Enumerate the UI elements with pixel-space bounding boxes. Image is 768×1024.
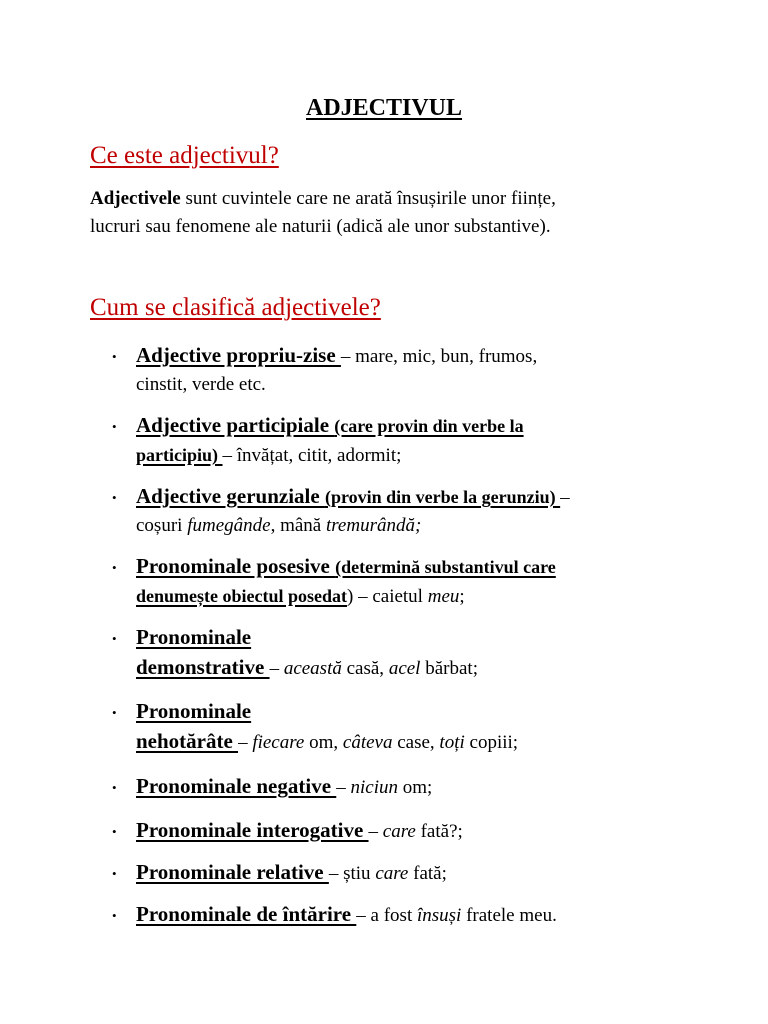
item-example: tremurândă;	[325, 515, 422, 536]
item-example: însuși	[416, 905, 462, 926]
item-description-cont: , mână	[270, 515, 326, 536]
section-heading-classification: Cum se clasifică adjectivele?	[90, 294, 381, 321]
item-example: niciun	[350, 777, 399, 798]
item-example: câteva	[342, 732, 393, 753]
item-description: – a fost	[356, 905, 417, 926]
item-description-cont: fată?;	[415, 821, 463, 842]
bullet-icon: •	[112, 631, 117, 646]
item-example: fumegânde	[187, 515, 271, 536]
item-description-cont: fată;	[408, 863, 447, 884]
item-description: ) – caietul	[347, 586, 428, 607]
item-term: Pronominale interogative	[136, 818, 369, 842]
item-note-cont: denumește obiectul posedat	[136, 586, 347, 606]
bullet-icon: •	[112, 866, 117, 881]
bullet-icon: •	[112, 349, 117, 364]
item-note-cont: participiu)	[136, 445, 223, 465]
intro-text-line2: lucruri sau fenomene ale naturii (adică ale unor substantive).	[90, 216, 551, 237]
bullet-icon: •	[112, 705, 117, 720]
intro-text-line1: sunt cuvintele care ne arată însușirile unor ființe,	[180, 188, 556, 209]
item-example: această	[283, 658, 342, 679]
bullet-icon: •	[112, 824, 117, 839]
bullet-icon: •	[112, 419, 117, 434]
item-description-cont: casă,	[341, 658, 389, 679]
section-heading-definition: Ce este adjectivul?	[90, 142, 279, 169]
item-description-cont: coșuri	[136, 515, 188, 536]
item-term: Adjective participiale	[136, 413, 335, 437]
item-description-cont: bărbat;	[420, 658, 478, 679]
item-term: Pronominale	[136, 625, 252, 649]
item-term-cont: demonstrative	[136, 655, 270, 679]
item-example: toți	[439, 732, 465, 753]
item-note: (determină substantivul care	[335, 557, 556, 577]
item-description: – știu	[328, 863, 376, 884]
item-term: Adjective gerunziale	[136, 484, 325, 508]
item-term: Pronominale posesive	[136, 554, 336, 578]
item-term: Adjective propriu-zise	[136, 343, 341, 367]
item-description-cont: ;	[459, 586, 465, 607]
page-title: ADJECTIVUL	[305, 95, 463, 121]
item-example: care	[375, 863, 409, 884]
bullet-icon: •	[112, 560, 117, 575]
item-description-cont: om,	[304, 732, 343, 753]
item-note: (provin din verbe la gerunziu)	[324, 487, 561, 507]
item-term: Pronominale de întărire	[136, 902, 357, 926]
item-term: Pronominale	[136, 699, 252, 723]
bullet-icon: •	[112, 908, 117, 923]
item-description-cont: copiii;	[464, 732, 519, 753]
item-description-cont: om;	[398, 777, 433, 798]
item-description: – mare, mic, bun, frumos,	[340, 346, 538, 367]
item-description: –	[269, 658, 284, 679]
bullet-icon: •	[112, 490, 117, 505]
intro-bold-term: Adjectivele	[90, 188, 181, 209]
item-description: –	[368, 821, 383, 842]
item-example: acel	[388, 658, 421, 679]
item-description: – învățat, citit, adormit;	[222, 445, 402, 466]
item-description: –	[560, 487, 570, 508]
item-note: (care provin din verbe la	[334, 416, 524, 436]
item-example: fiecare	[252, 732, 305, 753]
item-description-cont: case,	[392, 732, 440, 753]
item-description-cont: cinstit, verde etc.	[136, 374, 266, 395]
item-description: –	[238, 732, 253, 753]
item-term-cont: nehotărâte	[136, 729, 239, 753]
item-example: meu	[427, 586, 460, 607]
bullet-icon: •	[112, 780, 117, 795]
item-term: Pronominale negative	[136, 774, 337, 798]
intro-paragraph	[90, 185, 710, 241]
item-description-cont: fratele meu.	[461, 905, 557, 926]
item-term: Pronominale relative	[136, 860, 329, 884]
item-example: care	[382, 821, 416, 842]
item-description: –	[336, 777, 351, 798]
